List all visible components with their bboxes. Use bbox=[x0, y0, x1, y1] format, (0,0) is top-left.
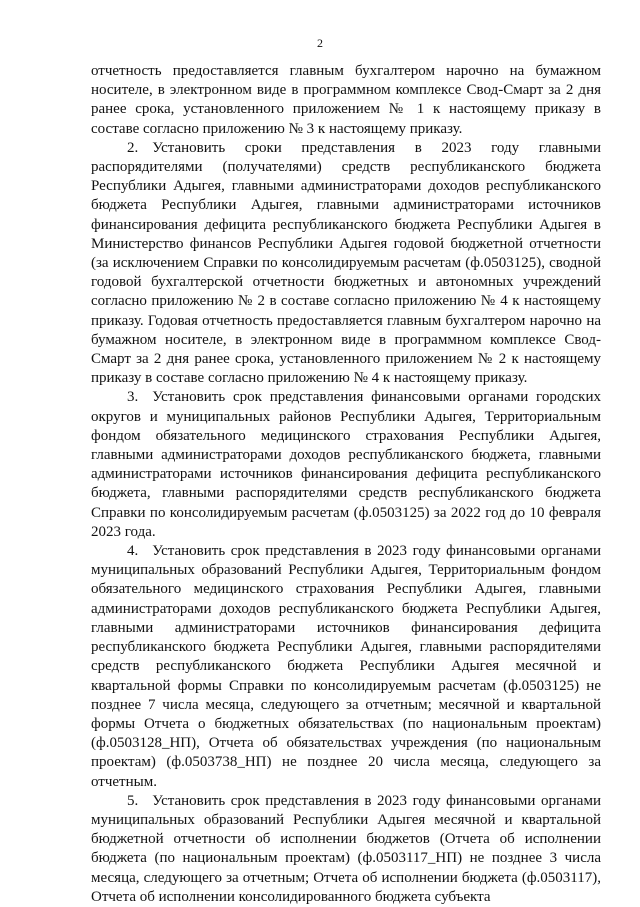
paragraph-5 bbox=[91, 792, 601, 907]
paragraph-text: отчетность предоставляется главным бухгалтером нарочно на бумажном носителе, в электронном виде в программном комплексе Свод-Смарт за 2 дня ранее срока, установленного приложением № 1 к настоящему приказу в составе согласно приложению № 3 к настоящему приказу. bbox=[91, 63, 601, 137]
paragraph-2 bbox=[91, 139, 601, 389]
page-number: 2 bbox=[317, 36, 323, 50]
paragraph-4 bbox=[91, 542, 601, 792]
paragraph-number: 2. bbox=[127, 139, 139, 156]
paragraph-number: 5. bbox=[127, 792, 139, 809]
paragraph-number: 4. bbox=[127, 543, 139, 560]
paragraph-text: Установить срок представления финансовыми органами городских округов и муниципальных районов Республики Адыгея, Территориальным фондом обязательного медицинского страхования Республики Адыгея, главными администраторами доходов республиканского бюджета, главными администраторами источников финансирования дефицита республиканского бюджета, главными распорядителями средств республиканского бюджета Справки по консолидируемым расчетам (ф.0503125) за 2022 год до 10 февраля 2023 года. bbox=[91, 389, 601, 540]
paragraph-text: Установить сроки представления в 2023 году главными распорядителями (получателями) средств республиканского бюджета Республики Адыгея, главными администраторами доходов республиканского бюджета Республики Адыгея, главными администраторами источников финансирования дефицита республиканского бюджета Республики Адыгея в Министерство финансов Республики Адыгея годовой бюджетной отчетности (за исключением Справки по консолидируемым расчетам (ф.0503125), сводной годовой бухгалтерской отчетности бюджетных и автономных учреждений согласно приложению № 2 в составе согласно приложению № 4 к настоящему приказу. Годовая отчетность предоставляется главным бухгалтером нарочно на бумажном носителе, в электронном виде в программном комплексе Свод-Смарт за 2 дня ранее срока, установленного приложением № 2 к настоящему приказу в составе согласно приложению № 4 к настоящему приказу. bbox=[91, 139, 601, 387]
document-body bbox=[91, 62, 601, 907]
paragraph-continuation bbox=[91, 62, 601, 139]
paragraph-text: Установить срок представления в 2023 году финансовыми органами муниципальных образований Республики Адыгея месячной и квартальной бюджетной отчетности об исполнении бюджетов (Отчета об исполнении бюджета (по национальным проектам) (ф.0503117_НП) не позднее 3 числа месяца, следующего за отчетным; Отчета об исполнении бюджета (ф.0503117), Отчета об исполнении консолидированного бюджета субъекта bbox=[91, 792, 601, 905]
paragraph-text: Установить срок представления в 2023 году финансовыми органами муниципальных образований Республики Адыгея, Территориальным фондом обязательного медицинского страхования Республики Адыгея, главными администраторами доходов республиканского бюджета Республики Адыгея, главными администраторами источников финансирования дефицита республиканского бюджета Республики Адыгея, главными распорядителями средств республиканского бюджета Республики Адыгея месячной и квартальной формы Справки по консолидируемым расчетам (ф.0503125) не позднее 7 числа месяца, следующего за отчетным; месячной и квартальной формы Отчета о бюджетных обязательствах (по национальным проектам) (ф.0503128_НП), Отчета об обязательствах учреждения (по национальным проектам) (ф.0503738_НП) не позднее 20 числа месяца, следующего за отчетным. bbox=[91, 543, 601, 790]
paragraph-3 bbox=[91, 388, 601, 542]
paragraph-number: 3. bbox=[127, 389, 139, 406]
